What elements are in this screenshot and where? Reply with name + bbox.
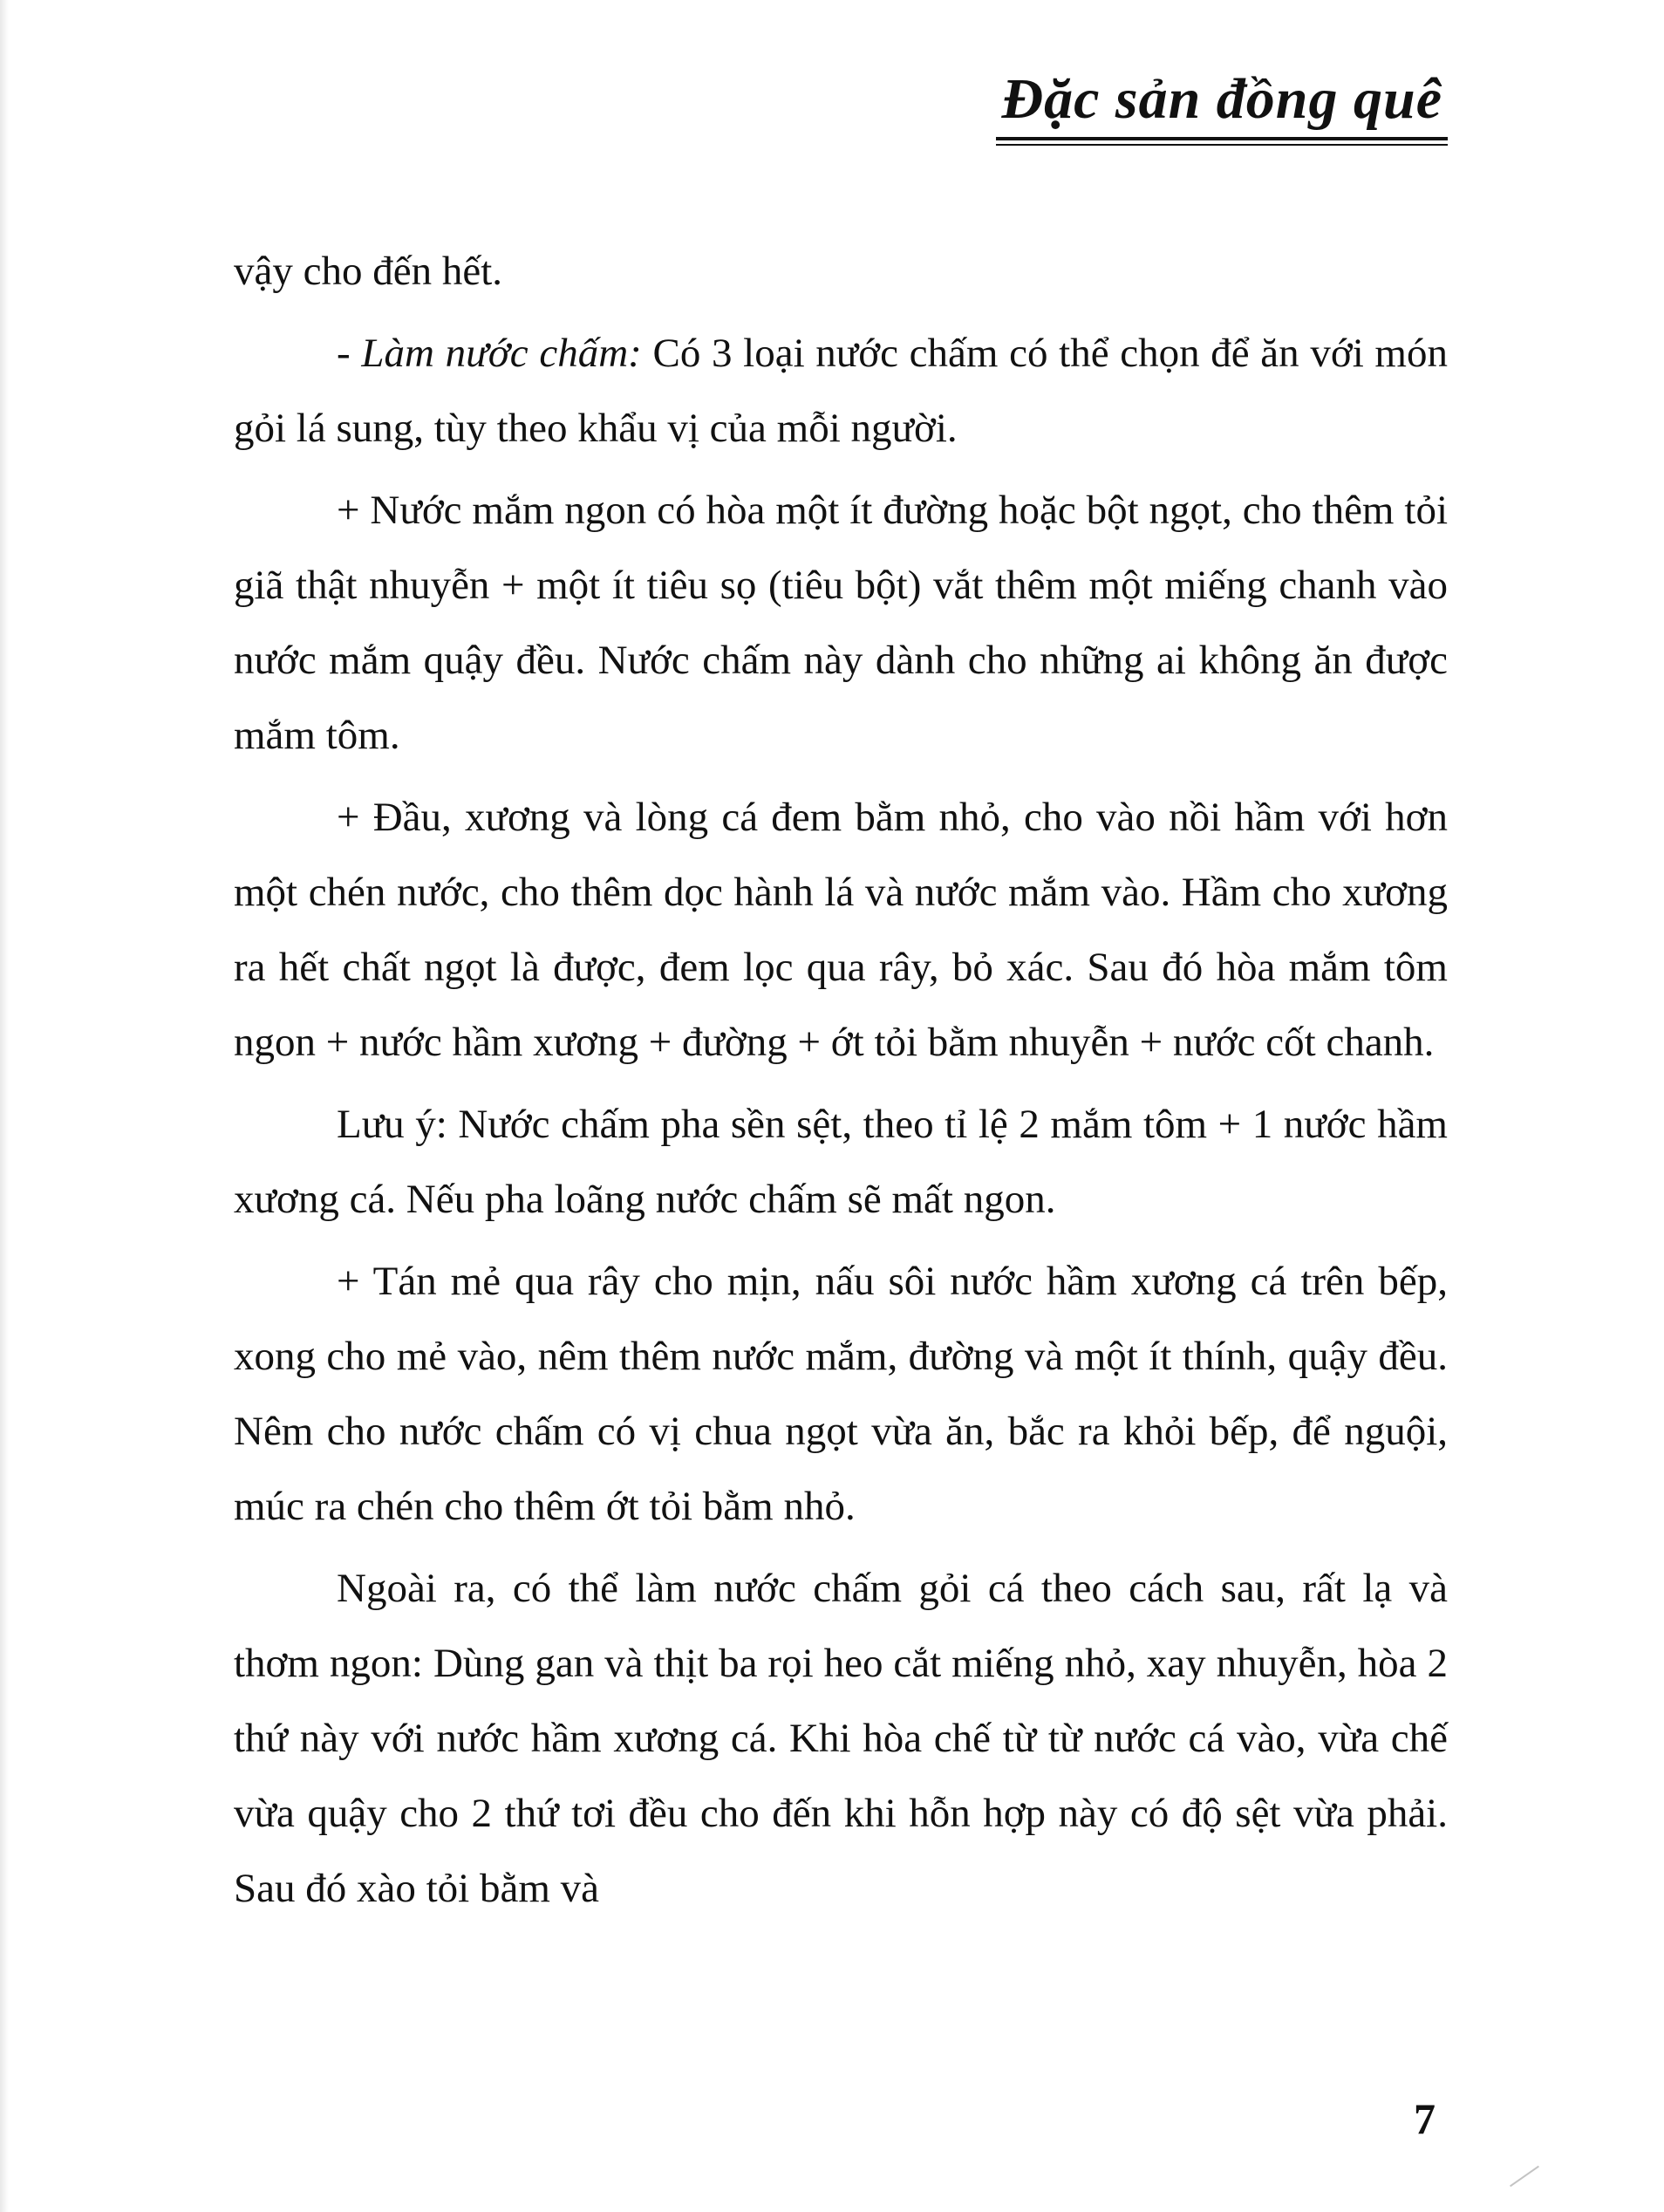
book-title: Đặc sản đồng quê xyxy=(1001,67,1442,131)
paragraph-alternative: Ngoài ra, có thể làm nước chấm gỏi cá theo cách sau, rất lạ và thơm ngon: Dùng gan và thịt ba rọi heo cắt miếng nhỏ, xay nhuyễn, hòa 2 thứ này với nước hầm xương cá. Khi hòa chế từ từ nước cá vào, vừa chế vừa quậy cho 2 thứ tơi đều cho đến khi hỗn hợp này có độ sệt vừa phải. Sau đó xào tỏi bằm và xyxy=(234,1566,1448,1911)
page-number: 7 xyxy=(1414,2094,1436,2143)
paragraph-sauce-intro: - Làm nước chấm: Có 3 loại nước chấm có thể chọn để ăn với món gỏi lá sung, tùy theo khẩu vị của mỗi người. xyxy=(234,331,1448,451)
paragraph-sauce-1: + Nước mắm ngon có hòa một ít đường hoặc bột ngọt, cho thêm tỏi giã thật nhuyễn + một ít tiêu sọ (tiêu bột) vắt thêm một miếng chanh vào nước mắm quậy đều. Nước chấm này dành cho những ai không ăn được mắm tôm. xyxy=(234,488,1448,758)
paragraph-sauce-3: + Tán mẻ qua rây cho mịn, nấu sôi nước hầm xương cá trên bếp, xong cho mẻ vào, nêm thêm nước mắm, đường và một ít thính, quậy đều. Nêm cho nước chấm có vị chua ngọt vừa ăn, bắc ra khỏi bếp, để nguội, múc ra chén cho thêm ớt tỏi bằm nhỏ. xyxy=(234,1259,1448,1529)
paragraph-sauce-2: + Đầu, xương và lòng cá đem bằm nhỏ, cho vào nồi hầm với hơn một chén nước, cho thêm dọc hành lá và nước mắm vào. Hầm cho xương ra hết chất ngọt là được, đem lọc qua rây, bỏ xác. Sau đó hòa mắm tôm ngon + nước hầm xương + đường + ớt tỏi bằm nhuyễn + nước cốt chanh. xyxy=(234,795,1448,1065)
page-edge-shadow xyxy=(0,0,9,2212)
sauce-heading: Làm nước chấm: xyxy=(361,331,642,376)
sauce-intro-text: Có 3 loại nước chấm có thể chọn để ăn với món gỏi lá sung, tùy theo khẩu vị của mỗi người. xyxy=(234,331,1448,451)
scan-mark xyxy=(1510,2166,1539,2188)
paragraph-note: Lưu ý: Nước chấm pha sền sệt, theo tỉ lệ 2 mắm tôm + 1 nước hầm xương cá. Nếu pha loãng nước chấm sẽ mất ngon. xyxy=(234,1102,1448,1222)
page-body xyxy=(234,234,1448,1929)
running-header xyxy=(996,68,1448,146)
paragraph-continuation: vậy cho đến hết. xyxy=(234,249,503,294)
header-rule xyxy=(996,137,1448,146)
